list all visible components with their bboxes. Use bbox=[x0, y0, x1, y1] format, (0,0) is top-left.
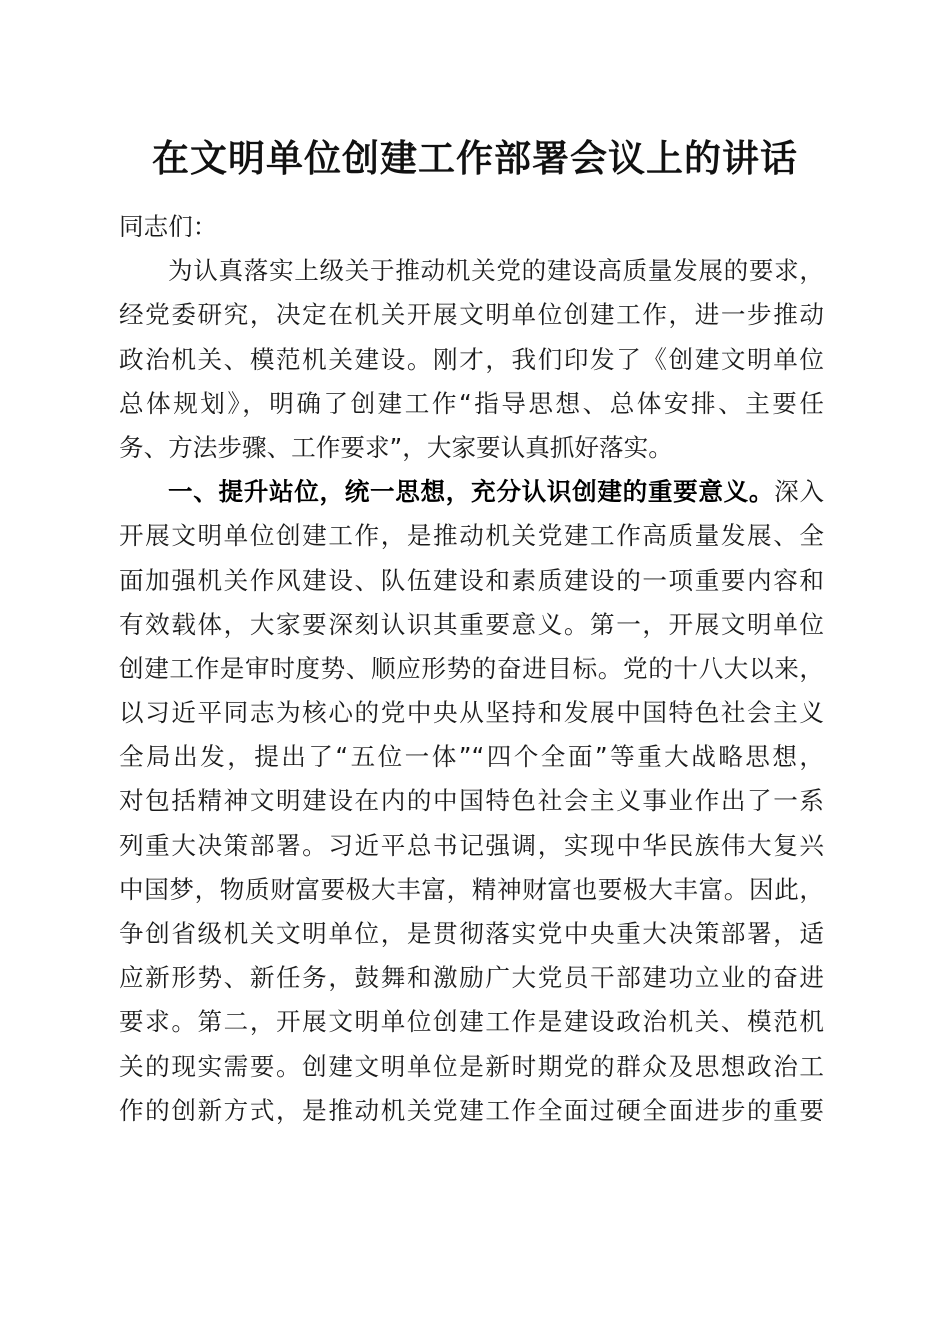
section1-line: 开展文明单位创建工作，是推动机关党建工作高质量发展、全 bbox=[119, 521, 824, 551]
intro-line: 务、方法步骤、工作要求”，大家要认真抓好落实。 bbox=[119, 432, 673, 462]
section1-first-line bbox=[119, 470, 824, 514]
intro-line: 经党委研究，决定在机关开展文明单位创建工作，进一步推动 bbox=[119, 300, 824, 330]
section1-heading: 一、提升站位，统一思想，充分认识创建的重要意义。 bbox=[168, 477, 775, 507]
section1-line: 面加强机关作风建设、队伍建设和素质建设的一项重要内容和 bbox=[119, 565, 824, 595]
section1-line: 关的现实需要。创建文明单位是新时期党的群众及思想政治工 bbox=[119, 1051, 824, 1081]
section1-line: 全局出发，提出了“五位一体”“四个全面”等重大战略思想， bbox=[119, 742, 824, 772]
section1-line: 以习近平同志为核心的党中央从坚持和发展中国特色社会主义 bbox=[119, 698, 824, 728]
section1-line: 列重大决策部署。习近平总书记强调，实现中华民族伟大复兴 bbox=[119, 830, 824, 860]
intro-line: 政治机关、模范机关建设。刚才，我们印发了《创建文明单位 bbox=[119, 344, 824, 374]
section1-line: 作的创新方式，是推动机关党建工作全面过硬全面进步的重要 bbox=[119, 1095, 824, 1125]
section1-first-line-rest: 深入 bbox=[774, 477, 824, 507]
document-body bbox=[119, 205, 824, 1133]
salutation: 同志们： bbox=[119, 212, 218, 241]
section1-line: 应新形势、新任务，鼓舞和激励广大党员干部建功立业的奋进 bbox=[119, 963, 824, 993]
section1-line: 有效载体，大家要深刻认识其重要意义。第一，开展文明单位 bbox=[119, 609, 824, 639]
document-title: 在文明单位创建工作部署会议上的讲话 bbox=[152, 136, 798, 180]
section1-line: 要求。第二，开展文明单位创建工作是建设政治机关、模范机 bbox=[119, 1007, 824, 1037]
section1-line: 争创省级机关文明单位，是贯彻落实党中央重大决策部署，适 bbox=[119, 919, 824, 948]
intro-line: 为认真落实上级关于推动机关党的建设高质量发展的要求， bbox=[168, 256, 824, 286]
section1-line: 对包括精神文明建设在内的中国特色社会主义事业作出了一系 bbox=[119, 786, 824, 816]
section1-line: 创建工作是审时度势、顺应形势的奋进目标。党的十八大以来， bbox=[119, 653, 824, 683]
intro-line: 总体规划》，明确了创建工作“指导思想、总体安排、主要任 bbox=[119, 388, 824, 418]
section1-line: 中国梦，物质财富要极大丰富，精神财富也要极大丰富。因此， bbox=[119, 874, 824, 904]
